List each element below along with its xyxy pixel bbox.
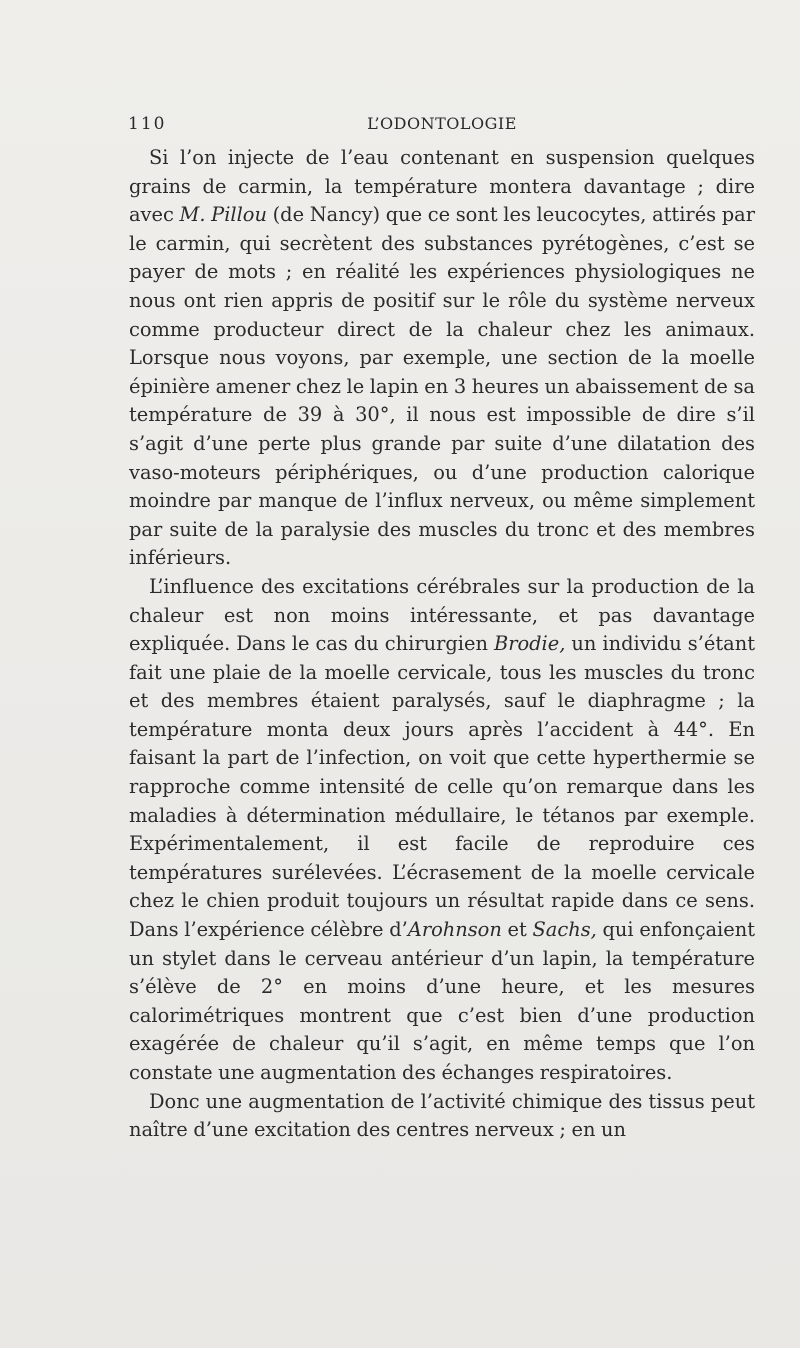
- author-name-pillou: M. Pillou: [179, 203, 267, 227]
- text-segment: Donc une augmentation de l’activité chimique des tissus peut naître d’une excitation des centres nerveux ; en un: [129, 1089, 755, 1142]
- text-segment: et: [501, 918, 533, 942]
- paragraph-2: [129, 573, 755, 1088]
- text-segment: L’influence des excitations cérébrales sur la production de la chaleur est non moins intéressante, et pas davantage expliquée. Dans le cas du chirurgien: [129, 574, 755, 656]
- paragraph-3: [129, 1088, 755, 1145]
- paragraph-1: [129, 144, 755, 573]
- author-name-sachs: Sachs,: [532, 918, 597, 942]
- text-segment: un individu s’étant fait une plaie de la moelle cervicale, tous les muscles du tronc et des membres étaient paralysés, sauf le diaphragme ; la température monta deux jours après l’accident à 44°. En faisant la part de l’infection, on voit que cette hyperthermie se rapproche comme intensité de celle qu’on remarque dans les maladies à détermination médullaire, le tétanos par exemple. Expérimentalement, il est facile de reproduire ces températures surélevées. L’écrasement de la moelle cervicale chez le chien produit toujours un résultat rapide dans ce sens. Dans l’expérience célèbre d’: [129, 632, 755, 942]
- text-segment: (de Nancy) que ce sont les leucocytes, attirés par le carmin, qui secrètent des substances pyrétogènes, c’est se payer de mots ; en réalité les expériences physiologiques ne nous ont rien appris de positif sur le rôle du système nerveux comme producteur direct de la chaleur chez les animaux. Lorsque nous voyons, par exemple, une section de la moelle épinière amener chez le lapin en 3 heures un abaissement de sa température de 39 à 30°, il nous est impossible de dire s’il s’agit d’une perte plus grande par suite d’une dilatation des vaso-moteurs périphériques, ou d’une production calorique moindre par manque de l’influx nerveux, ou même simplement par suite de la paralysie des muscles du tronc et des membres inférieurs.: [129, 203, 755, 570]
- text-segment: qui enfonçaient un stylet dans le cerveau antérieur d’un lapin, la température s’élève de 2° en moins d’une heure, et les mesures calorimétriques montrent que c’est bien d’une production exagérée de chaleur qu’il s’agit, en même temps que l’on constate une augmentation des échanges respiratoires.: [129, 918, 755, 1084]
- text-segment: Si l’on injecte de l’eau contenant en suspension quelques grains de carmin, la température montera davantage ; dire avec: [129, 146, 755, 227]
- page-header: [128, 114, 756, 138]
- body-text: [129, 144, 755, 1145]
- page-number: 110: [128, 114, 167, 134]
- author-name-arohnson: Arohnson: [407, 918, 502, 942]
- running-title: L’ODONTOLOGIE: [367, 114, 517, 133]
- author-name-brodie: Brodie,: [493, 632, 566, 656]
